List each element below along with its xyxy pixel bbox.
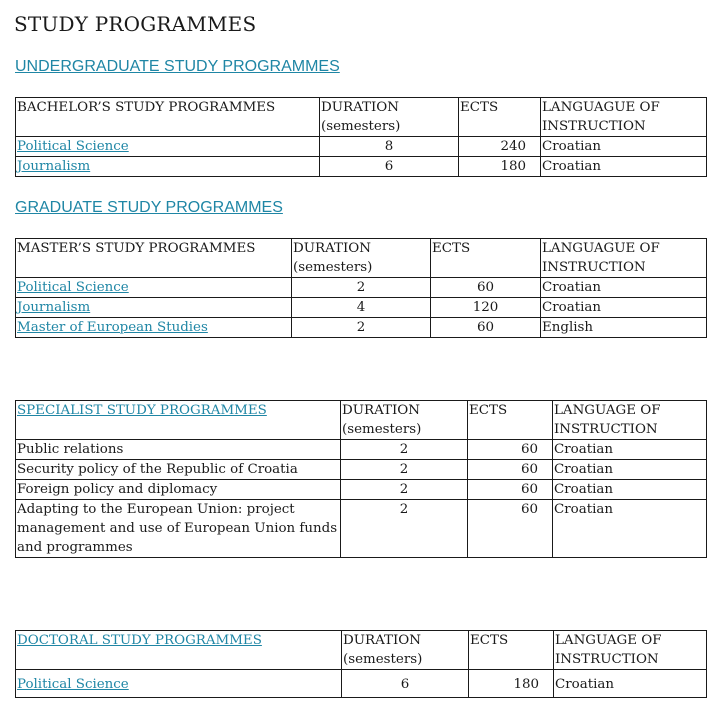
doctoral-programmes-table	[15, 630, 707, 698]
header-duration-label: DURATION	[293, 241, 371, 256]
programme-link-european-studies[interactable]: Master of European Studies	[17, 320, 208, 335]
language-cell: Croatian	[554, 670, 707, 698]
graduate-heading-link[interactable]: GRADUATE STUDY PROGRAMMES	[15, 199, 283, 216]
master-programmes-table	[15, 238, 707, 338]
header-duration-unit: (semesters)	[343, 652, 423, 667]
language-cell: Croatian	[553, 480, 707, 500]
table-row	[16, 318, 707, 338]
programme-link-journalism[interactable]: Journalism	[17, 159, 91, 174]
ects-cell: 120	[431, 298, 541, 318]
header-language	[553, 401, 707, 440]
table-row	[16, 670, 707, 698]
programme-link-political-science[interactable]: Political Science	[17, 280, 129, 295]
language-cell: Croatian	[541, 278, 707, 298]
header-duration-label: DURATION	[342, 403, 420, 418]
ects-cell: 60	[468, 480, 553, 500]
specialist-heading-link[interactable]: SPECIALIST STUDY PROGRAMMES	[17, 403, 267, 418]
header-duration-unit: (semesters)	[342, 422, 422, 437]
header-ects: ECTS	[468, 401, 553, 440]
programme-name-cell: Adapting to the European Union: project management and use of European Union funds and programmes	[16, 500, 341, 558]
header-language-unit: INSTRUCTION	[555, 652, 659, 667]
duration-cell: 8	[320, 137, 459, 157]
table-header-row	[16, 239, 707, 278]
ects-cell: 60	[468, 500, 553, 558]
ects-cell: 180	[459, 157, 541, 177]
specialist-programmes-table	[15, 400, 707, 558]
header-programme	[16, 631, 342, 670]
programme-link-political-science[interactable]: Political Science	[17, 677, 129, 692]
table-header-row	[16, 98, 707, 137]
ects-cell: 60	[468, 440, 553, 460]
header-language-unit: INSTRUCTION	[554, 422, 658, 437]
duration-cell: 2	[292, 278, 431, 298]
table-row	[16, 480, 707, 500]
header-ects: ECTS	[469, 631, 554, 670]
header-language	[554, 631, 707, 670]
language-cell: English	[541, 318, 707, 338]
header-language-label: LANGUAGUE OF	[542, 100, 660, 115]
table-row	[16, 500, 707, 558]
language-cell: Croatian	[541, 157, 707, 177]
ects-cell: 240	[459, 137, 541, 157]
language-cell: Croatian	[541, 137, 707, 157]
ects-cell: 60	[431, 278, 541, 298]
ects-cell: 60	[431, 318, 541, 338]
programme-link-political-science[interactable]: Political Science	[17, 139, 129, 154]
header-duration	[292, 239, 431, 278]
language-cell: Croatian	[553, 460, 707, 480]
header-language-label: LANGUAGE OF	[554, 403, 661, 418]
duration-cell: 6	[320, 157, 459, 177]
language-cell: Croatian	[553, 440, 707, 460]
header-language	[541, 98, 707, 137]
table-row	[16, 440, 707, 460]
duration-cell: 2	[341, 460, 468, 480]
header-duration-unit: (semesters)	[293, 260, 373, 275]
page-title: STUDY PROGRAMMES	[14, 12, 257, 36]
table-row	[16, 298, 707, 318]
header-duration-label: DURATION	[321, 100, 399, 115]
header-programme: MASTER’S STUDY PROGRAMMES	[16, 239, 292, 278]
language-cell: Croatian	[541, 298, 707, 318]
programme-name-cell: Security policy of the Republic of Croatia	[16, 460, 341, 480]
table-header-row	[16, 631, 707, 670]
table-header-row	[16, 401, 707, 440]
programme-name-cell: Foreign policy and diplomacy	[16, 480, 341, 500]
header-duration	[320, 98, 459, 137]
duration-cell: 4	[292, 298, 431, 318]
ects-cell: 60	[468, 460, 553, 480]
table-row	[16, 460, 707, 480]
header-duration-unit: (semesters)	[321, 119, 401, 134]
duration-cell: 2	[341, 440, 468, 460]
table-row	[16, 278, 707, 298]
header-duration-label: DURATION	[343, 633, 421, 648]
programme-name-cell: Public relations	[16, 440, 341, 460]
header-ects: ECTS	[459, 98, 541, 137]
header-programme	[16, 401, 341, 440]
header-language-label: LANGUAGE OF	[555, 633, 662, 648]
ects-cell: 180	[469, 670, 554, 698]
duration-cell: 2	[341, 480, 468, 500]
duration-cell: 2	[341, 500, 468, 558]
header-duration	[342, 631, 469, 670]
header-ects: ECTS	[431, 239, 541, 278]
header-programme: BACHELOR’S STUDY PROGRAMMES	[16, 98, 320, 137]
undergraduate-heading-link[interactable]: UNDERGRADUATE STUDY PROGRAMMES	[15, 58, 340, 75]
table-row	[16, 137, 707, 157]
duration-cell: 6	[342, 670, 469, 698]
programme-link-journalism[interactable]: Journalism	[17, 300, 91, 315]
header-language-unit: INSTRUCTION	[542, 119, 646, 134]
header-language-label: LANGUAGUE OF	[542, 241, 660, 256]
header-duration	[341, 401, 468, 440]
doctoral-heading-link[interactable]: DOCTORAL STUDY PROGRAMMES	[17, 633, 262, 648]
duration-cell: 2	[292, 318, 431, 338]
header-language	[541, 239, 707, 278]
language-cell: Croatian	[553, 500, 707, 558]
header-language-unit: INSTRUCTION	[542, 260, 646, 275]
bachelor-programmes-table	[15, 97, 707, 177]
table-row	[16, 157, 707, 177]
